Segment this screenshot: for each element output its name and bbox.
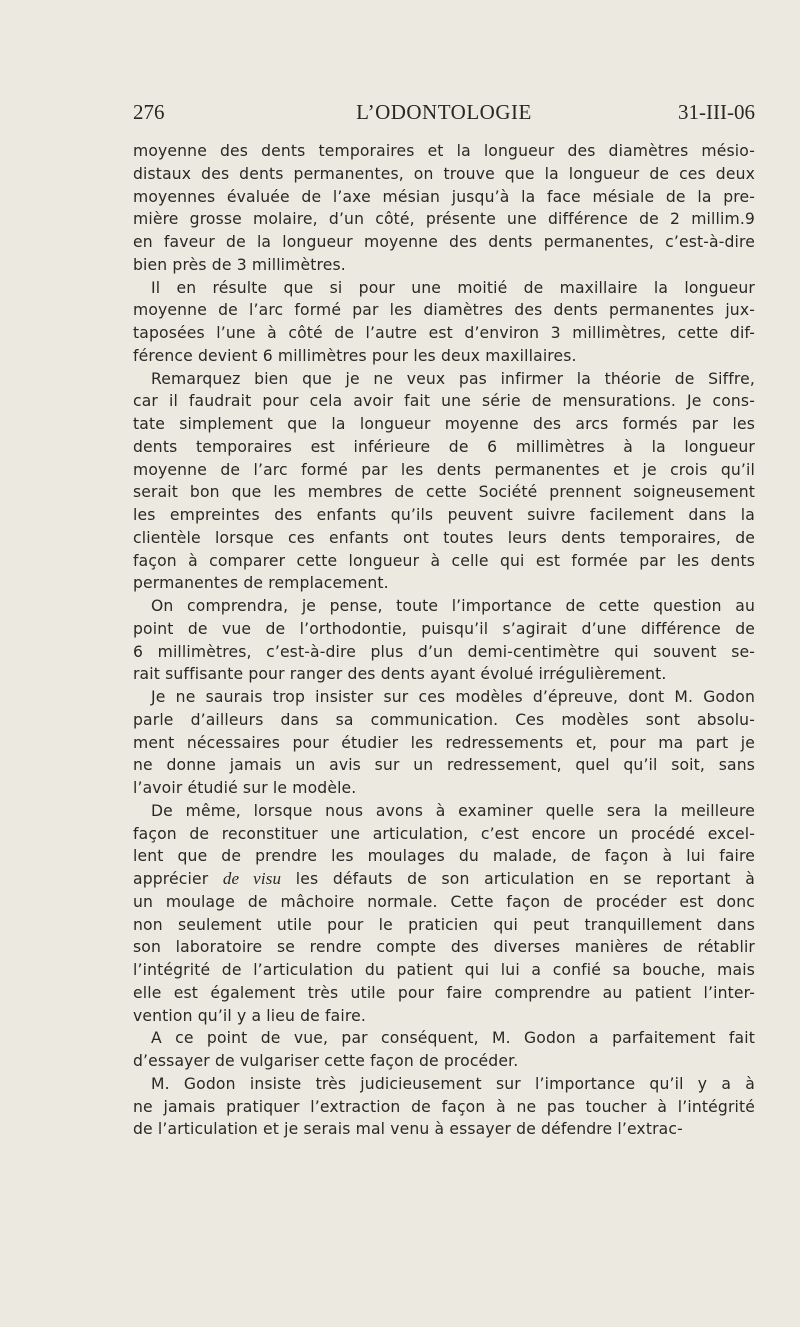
text-line: point de vue de l’orthodontie, puisqu’il s’agirait d’une différence de <box>133 619 755 638</box>
running-title: L’ODONTOLOGIE <box>356 100 532 124</box>
text-line: De même, lorsque nous avons à examiner quelle sera la meilleure <box>151 801 755 820</box>
text-line: d’essayer de vulgariser cette façon de procéder. <box>133 1052 519 1070</box>
page-number: 276 <box>133 100 165 124</box>
text-line: Il en résulte que si pour une moitié de maxillaire la longueur <box>151 278 755 297</box>
issue-date: 31-III-06 <box>678 100 755 124</box>
paragraph <box>133 800 755 1028</box>
text-line: ment nécessaires pour étudier les redressements et, pour ma part je <box>133 733 755 752</box>
text-line: l’intégrité de l’articulation du patient qui lui a confié sa bouche, mais <box>133 961 755 979</box>
text-line: lent que de prendre les moulages du malade, de façon à lui faire <box>133 847 755 866</box>
text-line: elle est également très utile pour faire comprendre au patient l’inter- <box>133 983 755 1002</box>
text-line: façon de reconstituer une articulation, c’est encore un procédé excel- <box>133 824 755 843</box>
text-line: Je ne saurais trop insister sur ces modèles d’épreuve, dont M. Godon <box>151 688 755 706</box>
text-line: bien près de 3 millimètres. <box>133 255 346 274</box>
text-line: Remarquez bien que je ne veux pas infirmer la théorie de Siffre, <box>151 369 755 388</box>
text-line: On comprendra, je pense, toute l’importance de cette question au <box>151 597 755 615</box>
text-line: ne jamais pratiquer l’extraction de façon à ne pas toucher à l’intégrité <box>133 1097 755 1116</box>
paragraph <box>133 1027 755 1073</box>
text-line: les empreintes des enfants qu’ils peuvent suivre facilement dans la <box>133 506 755 524</box>
text-line: parle d’ailleurs dans sa communication. Ces modèles sont absolu- <box>133 710 755 729</box>
text-line: en faveur de la longueur moyenne des dents permanentes, c’est-à-dire <box>133 233 755 251</box>
text-line: M. Godon insiste très judicieusement sur l’importance qu’il y a à <box>151 1074 755 1093</box>
text-line: non seulement utile pour le praticien qui peut tranquillement dans <box>133 915 755 934</box>
text-line: serait bon que les membres de cette Société prennent soigneusement <box>133 483 755 502</box>
paragraph <box>133 277 755 368</box>
article-body <box>133 140 755 1141</box>
paragraph <box>133 595 755 686</box>
text-line: moyenne de l’arc formé par les diamètres des dents permanentes jux- <box>133 301 755 320</box>
text-line: façon à comparer cette longueur à celle qui est formée par les dents <box>133 551 755 570</box>
text-line: permanentes de remplacement. <box>133 574 389 593</box>
text-line: férence devient 6 millimètres pour les deux maxillaires. <box>133 346 577 365</box>
text-line: vention qu’il y a lieu de faire. <box>133 1006 366 1025</box>
text-line: A ce point de vue, par conséquent, M. Godon a parfaitement fait <box>151 1029 755 1048</box>
paragraph <box>133 368 755 596</box>
paragraph <box>133 686 755 800</box>
text-line: taposées l’une à côté de l’autre est d’environ 3 millimètres, cette dif- <box>133 324 755 342</box>
text-line: l’avoir étudié sur le modèle. <box>133 779 357 797</box>
text-line: clientèle lorsque ces enfants ont toutes leurs dents temporaires, de <box>133 528 755 547</box>
text-line: 6 millimètres, c’est-à-dire plus d’un demi-centimètre qui souvent se- <box>133 642 755 661</box>
text-segment: les défauts de son articulation en se reportant à <box>281 870 756 888</box>
paragraph <box>133 1073 755 1141</box>
text-line: mière grosse molaire, d’un côté, présente une différence de 2 millim.9 <box>133 210 755 229</box>
text-line: moyenne de l’arc formé par les dents permanentes et je crois qu’il <box>133 460 755 479</box>
running-header <box>133 100 755 132</box>
text-line: moyennes évaluée de l’axe mésian jusqu’à la face mésiale de la pre- <box>133 187 755 206</box>
text-line: son laboratoire se rendre compte des diverses manières de rétablir <box>133 938 755 957</box>
text-segment: apprécier <box>133 870 223 888</box>
text-line: un moulage de mâchoire normale. Cette façon de procéder est donc <box>133 892 755 911</box>
text-line: rait suffisante pour ranger des dents ayant évolué irrégulièrement. <box>133 665 667 684</box>
paragraph <box>133 140 755 277</box>
text-line <box>133 868 755 891</box>
text-line: ne donne jamais un avis sur un redressement, quel qu’il soit, sans <box>133 756 755 775</box>
text-line: moyenne des dents temporaires et la longueur des diamètres mésio- <box>133 142 755 160</box>
text-line: distaux des dents permanentes, on trouve que la longueur de ces deux <box>133 164 755 183</box>
italic-phrase: de visu <box>222 869 282 888</box>
text-line: dents temporaires est inférieure de 6 millimètres à la longueur <box>133 437 755 456</box>
text-line: tate simplement que la longueur moyenne des arcs formés par les <box>133 415 755 433</box>
text-line: de l’articulation et je serais mal venu à essayer de défendre l’extrac- <box>133 1120 683 1139</box>
text-line: car il faudrait pour cela avoir fait une série de mensurations. Je cons- <box>133 392 755 411</box>
